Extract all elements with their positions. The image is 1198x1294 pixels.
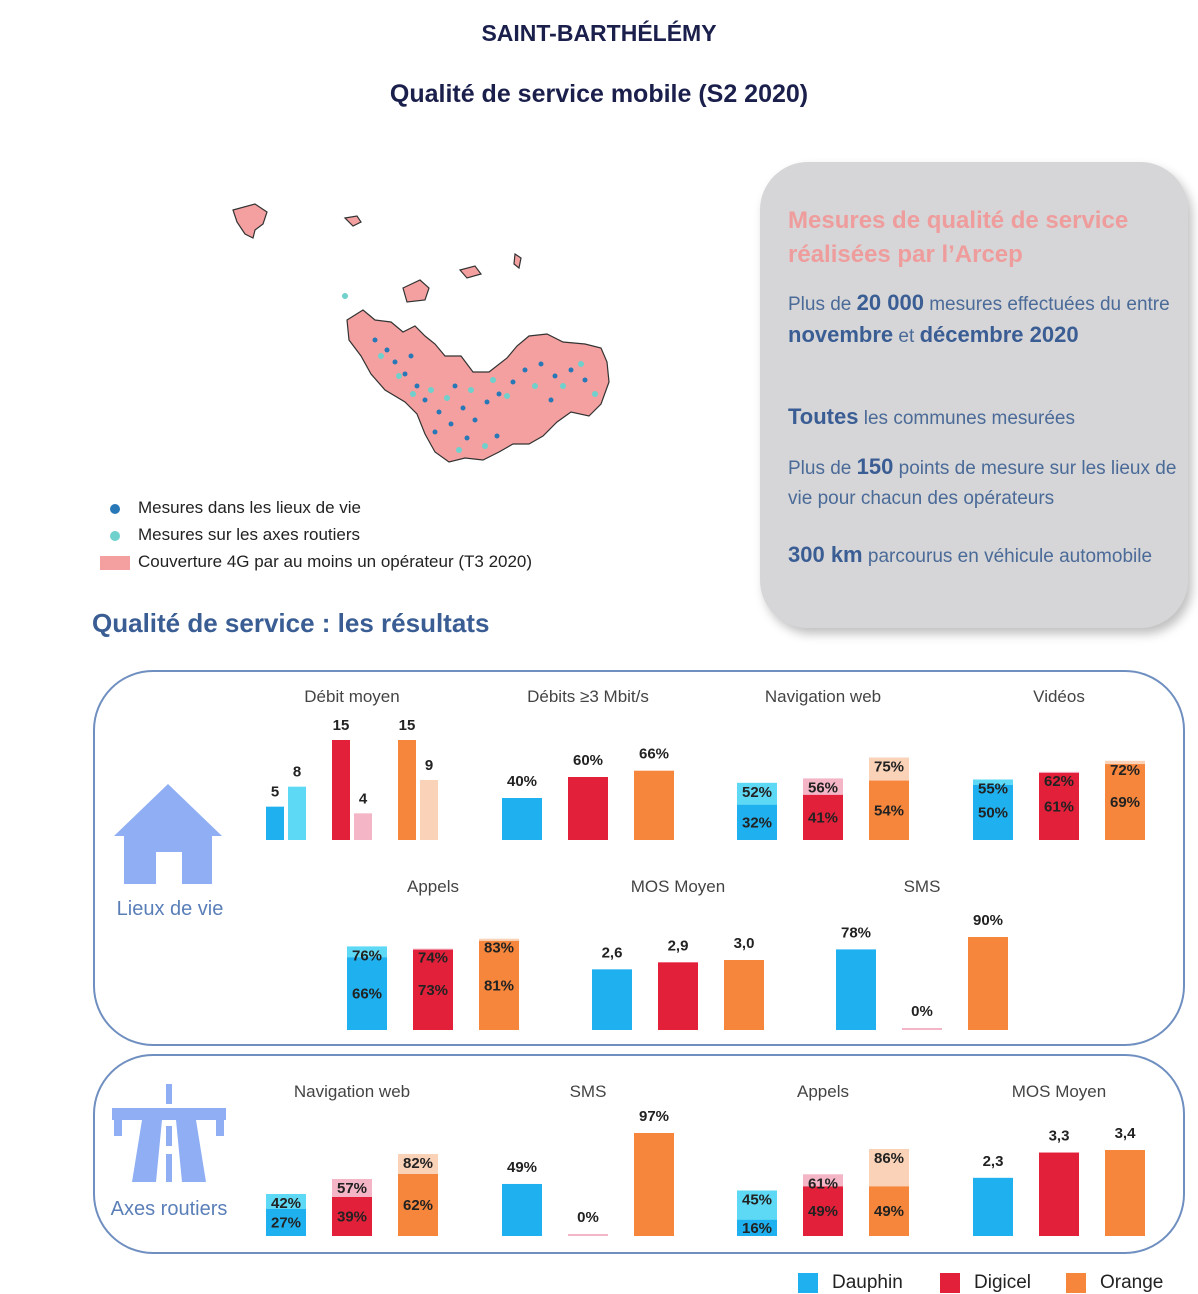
bar xyxy=(902,1028,942,1030)
chart-title: MOS Moyen xyxy=(630,877,726,896)
data-label: 62% xyxy=(402,1197,434,1214)
data-label: 2,6 xyxy=(601,944,623,962)
info-points: Plus de 150 points de mesure sur les lieux de vie pour chacun des opérateurs xyxy=(788,454,1177,509)
dauphin-swatch-icon xyxy=(798,1273,818,1293)
bar xyxy=(398,740,416,840)
data-label: 73% xyxy=(417,981,449,999)
chart-title: Navigation web xyxy=(764,687,882,706)
bar xyxy=(658,962,698,1030)
data-label: 0% xyxy=(577,1209,599,1226)
data-label: 4 xyxy=(358,790,368,808)
data-label: 32% xyxy=(741,814,773,832)
chart-title: Appels xyxy=(797,1082,849,1101)
data-label: 54% xyxy=(873,802,905,820)
data-label: 66% xyxy=(638,745,670,763)
bar xyxy=(1105,1150,1145,1236)
legend-dauphin: Dauphin xyxy=(798,1272,903,1294)
data-label: 49% xyxy=(807,1203,839,1221)
bar xyxy=(836,949,876,1030)
legend-item-axes: Mesures sur les axes routiers xyxy=(110,525,360,545)
data-label: 52% xyxy=(741,783,773,801)
data-label: 39% xyxy=(336,1208,368,1226)
data-label: 45% xyxy=(741,1191,773,1209)
data-label: 50% xyxy=(977,804,1009,822)
data-label: 40% xyxy=(506,773,538,790)
chart-title: SMS xyxy=(569,1082,607,1101)
chart-title: Vidéos xyxy=(1033,687,1085,706)
bar xyxy=(634,771,674,840)
info-measures: Plus de 20 000 mesures effectuées du entre novembre et décembre 2020 xyxy=(788,290,1170,347)
chart-title: Appels xyxy=(407,877,459,896)
data-label: 72% xyxy=(1109,761,1141,779)
data-label: 5 xyxy=(270,783,280,801)
chart-title: Débit moyen xyxy=(304,687,400,706)
data-label: 69% xyxy=(1109,794,1141,812)
data-label: 41% xyxy=(807,809,839,827)
bar xyxy=(502,1184,542,1236)
data-label: 8 xyxy=(292,763,302,781)
chart-title: MOS Moyen xyxy=(1011,1082,1107,1101)
data-label: 15 xyxy=(332,717,350,734)
data-label: 60% xyxy=(572,752,604,769)
bar xyxy=(266,807,284,840)
legend-item-lieux: Mesures dans les lieux de vie xyxy=(110,498,361,518)
bar xyxy=(568,777,608,840)
chart-title: Débits ≥3 Mbit/s xyxy=(527,687,649,706)
data-label: 81% xyxy=(483,977,515,995)
legend-item-coverage: Couverture 4G par au moins un opérateur (T3 2020) xyxy=(110,552,532,572)
page-subtitle: Qualité de service mobile (S2 2020) xyxy=(389,80,809,108)
bar xyxy=(592,969,632,1030)
data-label: 16% xyxy=(741,1219,773,1237)
data-label: 49% xyxy=(873,1203,905,1221)
chart-title: SMS xyxy=(903,877,941,896)
data-label: 75% xyxy=(873,758,905,776)
bar xyxy=(634,1133,674,1236)
data-label: 3,4 xyxy=(1114,1125,1136,1142)
page-title: SAINT-BARTHÉLÉMY xyxy=(481,20,717,46)
data-label: 61% xyxy=(807,1175,839,1193)
data-label: 86% xyxy=(873,1150,905,1167)
data-label: 55% xyxy=(977,780,1009,798)
bar xyxy=(502,798,542,840)
bar xyxy=(1039,1153,1079,1236)
data-label: 15 xyxy=(398,717,416,734)
data-label: 57% xyxy=(336,1180,368,1197)
info-km: 300 km parcourus en véhicule automobile xyxy=(788,542,1153,567)
bar xyxy=(288,787,306,840)
digicel-swatch-icon xyxy=(940,1273,960,1293)
bar xyxy=(968,937,1008,1030)
data-label: 76% xyxy=(351,947,383,965)
data-label: 0% xyxy=(911,1003,933,1020)
data-label: 9 xyxy=(424,757,434,774)
data-label: 2,3 xyxy=(982,1152,1004,1170)
data-label: 78% xyxy=(840,924,872,942)
data-label: 3,3 xyxy=(1048,1127,1070,1145)
info-heading: Mesures de qualité de service réalisées par l’Arcep xyxy=(788,207,1129,268)
data-label: 90% xyxy=(972,912,1004,929)
lieux-de-vie-label: Lieux de vie xyxy=(116,898,224,920)
bar xyxy=(332,740,350,840)
data-label: 2,9 xyxy=(667,937,689,955)
section-title: Qualité de service : les résultats xyxy=(92,608,490,638)
info-communes: Toutes les communes mesurées xyxy=(788,404,1075,429)
data-label: 74% xyxy=(417,949,449,967)
data-label: 83% xyxy=(483,939,515,957)
chart-title: Navigation web xyxy=(293,1082,411,1101)
data-label: 3,0 xyxy=(733,935,755,952)
data-label: 97% xyxy=(638,1108,670,1125)
data-label: 62% xyxy=(1043,772,1075,790)
bar xyxy=(568,1234,608,1236)
bar xyxy=(354,813,372,840)
bar xyxy=(724,960,764,1030)
orange-swatch-icon xyxy=(1066,1273,1086,1293)
data-label: 82% xyxy=(402,1155,434,1172)
bar xyxy=(973,1178,1013,1236)
data-label: 49% xyxy=(506,1158,538,1176)
data-label: 42% xyxy=(270,1195,302,1212)
data-label: 56% xyxy=(807,779,839,797)
data-label: 27% xyxy=(270,1214,302,1232)
legend-digicel: Digicel xyxy=(940,1272,1031,1294)
axes-routiers-label: Axes routiers xyxy=(110,1198,228,1220)
data-label: 61% xyxy=(1043,798,1075,816)
legend-orange: Orange xyxy=(1066,1272,1163,1294)
data-label: 66% xyxy=(351,985,383,1003)
bar xyxy=(420,780,438,840)
